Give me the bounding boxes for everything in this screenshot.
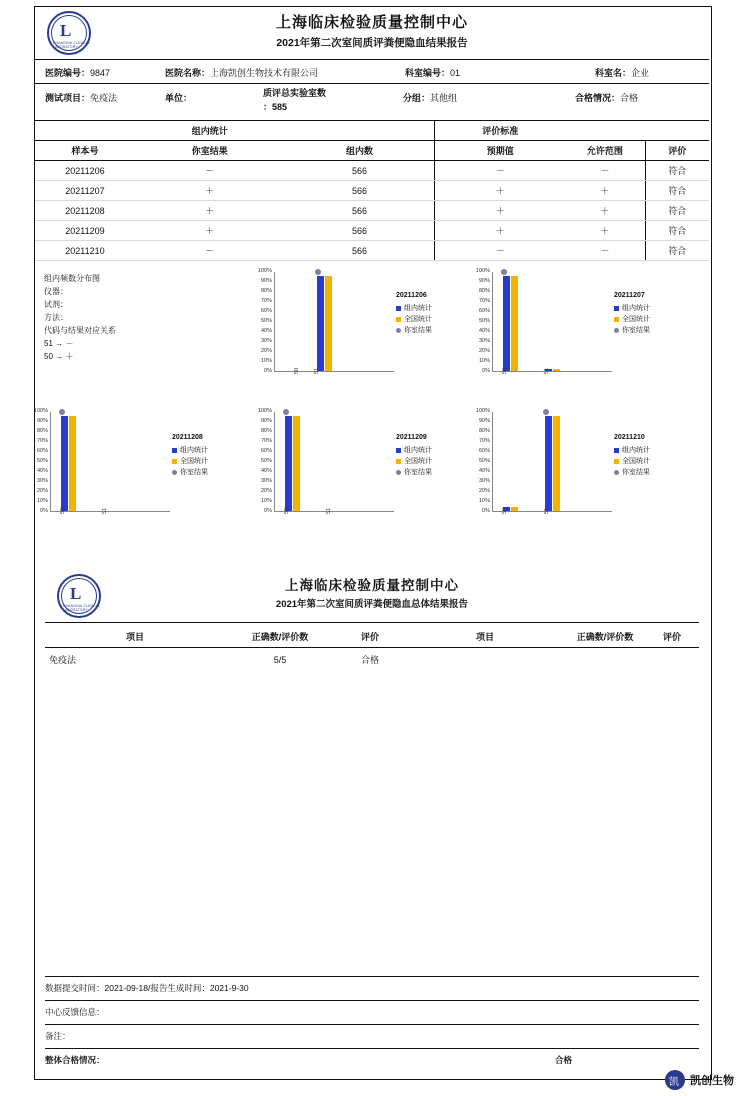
ytick: 90%	[36, 418, 48, 424]
legend-swatch-icon	[396, 317, 401, 322]
footer-divider-1	[45, 976, 699, 977]
ytick: 10%	[478, 358, 490, 364]
chart-title: 20211208	[172, 434, 203, 441]
info-row-2	[35, 83, 709, 121]
col-eval: 评价	[645, 141, 709, 161]
cell-range: ＋	[565, 201, 645, 221]
notes-reagent: 试剂：	[44, 300, 68, 309]
legend-label: 组内统计	[404, 447, 432, 454]
marker-your-result	[501, 269, 507, 275]
legend-swatch-icon	[396, 448, 401, 453]
dept-name-label: 科室名：	[595, 68, 632, 78]
cell-eval: 符合	[645, 221, 709, 241]
logo-subtext: SHANGHAI CLINICAL LABORATORY	[63, 604, 101, 612]
sum-cell-correct-2	[565, 648, 645, 672]
col-your-result: 你室结果	[135, 141, 285, 161]
group-label: 分组：	[403, 93, 431, 103]
ytick: 10%	[478, 498, 490, 504]
ytick: 30%	[478, 338, 490, 344]
col-sample: 样本号	[35, 141, 135, 161]
ytick: 80%	[478, 428, 490, 434]
sum-cell-eval: 合格	[360, 655, 379, 665]
ytick: 70%	[260, 298, 272, 304]
legend-label: 组内统计	[180, 447, 208, 454]
footer-divider-3	[45, 1024, 699, 1025]
group-value: 其他组	[430, 93, 458, 103]
legend-label: 全国统计	[180, 458, 208, 465]
item-value: 免疫法	[90, 93, 118, 103]
overall-label: 整体合格情况：	[45, 1055, 105, 1065]
legend-swatch-icon	[614, 317, 619, 322]
ytick: 30%	[260, 478, 272, 484]
ytick: 70%	[478, 298, 490, 304]
xtick: 51	[544, 367, 550, 374]
summary-header	[35, 566, 709, 618]
ytick: 20%	[478, 348, 490, 354]
wechat-account	[665, 1070, 734, 1090]
page-title: 上海临床检验质量控制中心	[275, 14, 468, 31]
chart-20211208	[28, 408, 174, 530]
chart-title: 20211206	[396, 292, 427, 299]
logo-letter: L	[70, 584, 82, 603]
cell-range: －	[565, 161, 645, 181]
ytick: 40%	[260, 328, 272, 334]
legend-swatch-icon	[396, 328, 401, 333]
legend-label: 全国统计	[622, 316, 650, 323]
wechat-name: 凯创生物	[690, 1075, 734, 1087]
item-label: 测试项目：	[45, 93, 91, 103]
bar-intra-51	[545, 416, 552, 511]
ytick: 60%	[36, 448, 48, 454]
legend-swatch-icon	[396, 470, 401, 475]
marker-your-result	[283, 409, 289, 415]
chart-plot-area	[492, 412, 612, 512]
cell-eval: 符合	[645, 181, 709, 201]
footer-divider-2	[45, 1000, 699, 1001]
ytick: 60%	[260, 448, 272, 454]
legend-swatch-icon	[614, 470, 619, 475]
ytick: 0%	[264, 508, 272, 514]
bar-national-51	[553, 416, 560, 511]
table-row	[45, 648, 699, 672]
ytick: 30%	[478, 478, 490, 484]
dept-name-value: 企业	[631, 68, 650, 78]
sum-cell-item-2	[405, 648, 565, 672]
cell-n: 566	[285, 201, 435, 221]
group-header-criteria: 评价标准	[435, 121, 565, 141]
footer-divider-4	[45, 1048, 699, 1049]
table-row	[35, 161, 709, 181]
bar-national-50	[511, 276, 518, 371]
ytick: 10%	[260, 358, 272, 364]
chart-20211206	[252, 268, 398, 390]
bar-intra-50	[285, 416, 292, 511]
chart-20211209	[252, 408, 398, 530]
cell-sample: 20211208	[35, 201, 135, 221]
ytick: 40%	[478, 328, 490, 334]
notes-code-51: 51 → －	[44, 339, 74, 348]
bar-intra-50	[503, 276, 510, 371]
wechat-logo-icon	[665, 1070, 685, 1090]
chart-20211210	[470, 408, 616, 530]
sum-cell-eval-2	[645, 648, 699, 672]
bar-national-50	[69, 416, 76, 511]
pass-value: 合格	[620, 93, 639, 103]
bar-intra-51	[317, 276, 324, 371]
ytick: 70%	[260, 438, 272, 444]
ytick: 0%	[482, 508, 490, 514]
summary-title: 上海临床检验质量控制中心	[285, 578, 459, 593]
ytick: 20%	[36, 488, 48, 494]
ytick: 50%	[260, 458, 272, 464]
notes-title: 组内频数分布图	[44, 274, 100, 283]
legend-20211210	[614, 432, 650, 478]
cell-sample: 20211209	[35, 221, 135, 241]
marker-your-result	[59, 409, 65, 415]
cell-n: 566	[285, 181, 435, 201]
cell-range: ＋	[565, 221, 645, 241]
xtick: 51	[314, 367, 320, 374]
cell-range: －	[565, 241, 645, 261]
marker-your-result	[543, 409, 549, 415]
ytick: 100%	[475, 408, 490, 414]
col-group-n: 组内数	[285, 141, 435, 161]
cell-eval: 符合	[645, 241, 709, 261]
ytick: 100%	[475, 268, 490, 274]
legend-label: 全国统计	[404, 316, 432, 323]
ytick: 80%	[260, 288, 272, 294]
table-row	[35, 221, 709, 241]
legend-label: 组内统计	[622, 305, 650, 312]
legend-swatch-icon	[172, 470, 177, 475]
xtick: 50	[284, 507, 290, 514]
legend-swatch-icon	[614, 459, 619, 464]
logo-subtext: SHANGHAI CLINICAL LABORATORY	[53, 41, 91, 49]
sum-cell-item: 免疫法	[49, 655, 77, 665]
bar-national-51	[553, 369, 560, 371]
legend-swatch-icon	[396, 459, 401, 464]
ytick: 70%	[478, 438, 490, 444]
notes-code-map: 代码与结果对应关系	[44, 326, 116, 335]
legend-label: 你室结果	[622, 469, 650, 476]
legend-label: 组内统计	[622, 447, 650, 454]
notes-instrument: 仪器：	[44, 287, 68, 296]
ytick: 100%	[33, 408, 48, 414]
ytick: 40%	[478, 468, 490, 474]
xtick: 50	[502, 367, 508, 374]
summary-divider	[45, 622, 699, 623]
hospital-no-value: 9847	[90, 68, 111, 78]
bar-intra-50	[61, 416, 68, 511]
legend-swatch-icon	[614, 306, 619, 311]
ytick: 20%	[478, 488, 490, 494]
ytick: 90%	[478, 278, 490, 284]
overall-value: 合格	[555, 1055, 573, 1065]
xtick: 51	[544, 507, 550, 514]
legend-swatch-icon	[172, 448, 177, 453]
cell-n: 566	[285, 221, 435, 241]
ytick: 30%	[36, 478, 48, 484]
summary-table	[45, 626, 699, 671]
remark-label: 备注：	[45, 1031, 71, 1041]
ytick: 20%	[260, 348, 272, 354]
sum-col-eval: 评价	[335, 626, 405, 648]
pass-label: 合格情况：	[575, 93, 621, 103]
ytick: 90%	[260, 418, 272, 424]
report-header	[35, 7, 709, 60]
cell-sample: 20211210	[35, 241, 135, 261]
sum-col-eval-2: 评价	[645, 626, 699, 648]
cell-your: －	[135, 161, 285, 181]
ytick: 40%	[36, 468, 48, 474]
sum-col-item-2: 项目	[405, 626, 565, 648]
distribution-notes	[44, 272, 116, 363]
notes-code-50: 50 → ＋	[44, 352, 74, 361]
legend-label: 组内统计	[404, 305, 432, 312]
cell-your: ＋	[135, 201, 285, 221]
cell-your: －	[135, 241, 285, 261]
legend-swatch-icon	[614, 328, 619, 333]
result-table	[35, 120, 709, 261]
bar-national-50	[511, 507, 518, 511]
cell-range: ＋	[565, 181, 645, 201]
ytick: 80%	[478, 288, 490, 294]
notes-method: 方法：	[44, 313, 68, 322]
chart-title: 20211209	[396, 434, 427, 441]
cell-expect: －	[435, 161, 565, 181]
legend-label: 全国统计	[404, 458, 432, 465]
cell-eval: 符合	[645, 161, 709, 181]
ytick: 10%	[36, 498, 48, 504]
sum-col-correct: 正确数/评价数	[225, 626, 335, 648]
submit-time: 数据提交时间：2021-09-18/报告生成时间：2021-9-30	[45, 983, 249, 993]
xtick: 51	[102, 507, 108, 514]
legend-swatch-icon	[172, 459, 177, 464]
chart-plot-area	[274, 412, 394, 512]
dept-no-value: 01	[450, 68, 461, 78]
bar-national-51	[325, 276, 332, 371]
table-row	[35, 181, 709, 201]
legend-swatch-icon	[396, 306, 401, 311]
ytick: 90%	[478, 418, 490, 424]
hospital-no-label: 医院编号：	[45, 68, 91, 78]
cell-sample: 20211207	[35, 181, 135, 201]
cell-expect: ＋	[435, 181, 565, 201]
ytick: 70%	[36, 438, 48, 444]
ytick: 60%	[260, 308, 272, 314]
xtick: 50	[502, 507, 508, 514]
cell-expect: ＋	[435, 201, 565, 221]
feedback-label: 中心反馈信息：	[45, 1007, 105, 1017]
table-row	[35, 241, 709, 261]
ytick: 80%	[260, 428, 272, 434]
ytick: 20%	[260, 488, 272, 494]
xtick: 51	[326, 507, 332, 514]
chart-plot-area	[50, 412, 170, 512]
ytick: 50%	[478, 318, 490, 324]
table-row	[35, 201, 709, 221]
legend-label: 全国统计	[622, 458, 650, 465]
ytick: 60%	[478, 448, 490, 454]
sum-col-correct-2: 正确数/评价数	[565, 626, 645, 648]
total-lab-label: 质评总实验室数	[263, 88, 327, 98]
cell-n: 566	[285, 161, 435, 181]
legend-label: 你室结果	[180, 469, 208, 476]
cell-eval: 符合	[645, 201, 709, 221]
total-lab-value: ：585	[263, 102, 288, 112]
col-range: 允许范围	[565, 141, 645, 161]
legend-label: 你室结果	[404, 469, 432, 476]
info-row-1	[35, 59, 709, 84]
ytick: 30%	[260, 338, 272, 344]
xtick: 50	[294, 367, 300, 374]
ytick: 50%	[36, 458, 48, 464]
page-subtitle: 2021年第二次室间质评粪便隐血结果报告	[276, 37, 468, 49]
cell-expect: －	[435, 241, 565, 261]
sum-col-item: 项目	[45, 626, 225, 648]
chart-20211207	[470, 268, 616, 390]
legend-20211209	[396, 432, 432, 478]
marker-your-result	[315, 269, 321, 275]
ytick: 60%	[478, 308, 490, 314]
hospital-name-label: 医院名称：	[165, 68, 211, 78]
ytick: 10%	[260, 498, 272, 504]
group-header-intra: 组内统计	[191, 126, 228, 136]
unit-label: 单位：	[165, 93, 193, 103]
legend-label: 你室结果	[622, 327, 650, 334]
cell-expect: ＋	[435, 221, 565, 241]
cell-your: ＋	[135, 221, 285, 241]
logo-letter: L	[60, 21, 72, 40]
cell-your: ＋	[135, 181, 285, 201]
legend-label: 你室结果	[404, 327, 432, 334]
cell-sample: 20211206	[35, 161, 135, 181]
ytick: 80%	[36, 428, 48, 434]
chart-title: 20211210	[614, 434, 645, 441]
sum-cell-correct: 5/5	[273, 654, 287, 665]
ytick: 50%	[260, 318, 272, 324]
chart-plot-area	[492, 272, 612, 372]
dept-no-label: 科室编号：	[405, 68, 451, 78]
ytick: 0%	[264, 368, 272, 374]
legend-20211208	[172, 432, 208, 478]
cell-n: 566	[285, 241, 435, 261]
ytick: 100%	[257, 408, 272, 414]
ytick: 0%	[40, 508, 48, 514]
ytick: 100%	[257, 268, 272, 274]
ytick: 40%	[260, 468, 272, 474]
summary-subtitle: 2021年第二次室间质评粪便隐血总体结果报告	[275, 599, 469, 610]
legend-20211207	[614, 290, 650, 336]
ytick: 90%	[260, 278, 272, 284]
chart-plot-area	[274, 272, 394, 372]
chart-title: 20211207	[614, 292, 645, 299]
hospital-name-value: 上海凯创生物技术有限公司	[210, 68, 319, 78]
legend-20211206	[396, 290, 432, 336]
ytick: 0%	[482, 368, 490, 374]
xtick: 50	[60, 507, 66, 514]
bar-national-50	[293, 416, 300, 511]
col-expected: 预期值	[435, 141, 565, 161]
ytick: 50%	[478, 458, 490, 464]
legend-swatch-icon	[614, 448, 619, 453]
